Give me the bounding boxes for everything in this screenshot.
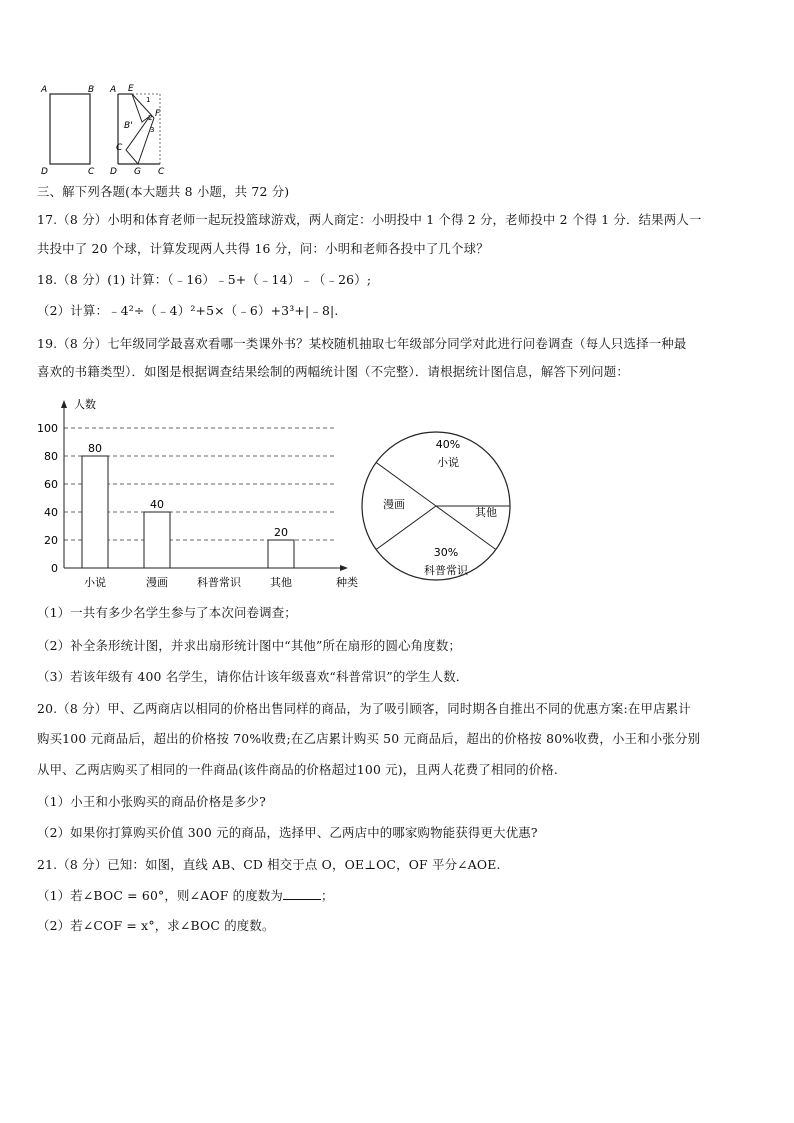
x-axis-arrow bbox=[340, 565, 348, 571]
q17-line1: 17.（8 分）小明和体育老师一起玩投篮球游戏，两人商定：小明投中 1 个得 2 分，老师投中 2 个得 1 分．结果两人一 bbox=[37, 212, 702, 227]
bar bbox=[144, 512, 170, 568]
q21-sub1 bbox=[37, 886, 334, 904]
pie-pct-label: 40% bbox=[435, 438, 461, 451]
q21-sub1-text: （1）若∠BOC = 60°，则∠AOF 的度数为 bbox=[37, 888, 284, 903]
label-d: D bbox=[41, 167, 48, 177]
pie-slice-label: 漫画 bbox=[383, 498, 405, 511]
q21-sub1-post: ； bbox=[321, 888, 334, 903]
fold-line-fg bbox=[138, 118, 154, 164]
q20-sub2: （2）如果你打算购买价值 300 元的商品，选择甲、乙两店中的哪家购物能获得更大优惠? bbox=[37, 825, 538, 840]
x-tick-label: 科普常识 bbox=[197, 576, 241, 589]
label-a2: A bbox=[110, 85, 117, 95]
x-tick-label: 漫画 bbox=[146, 576, 168, 589]
q20-line3: 从甲、乙两店购买了相同的一件商品(该件商品的价格超过100 元)，且两人花费了相同的价格. bbox=[37, 762, 559, 777]
q21-line1: 21.（8 分）已知：如图，直线 AB、CD 相交于点 O，OE⊥OC，OF 平分∠AOE. bbox=[37, 857, 501, 872]
label-g: G bbox=[134, 167, 141, 177]
pie-slice-label: 其他 bbox=[475, 506, 497, 519]
pie-chart bbox=[360, 420, 530, 590]
q19-line2: 喜欢的书籍类型）．如图是根据调查结果绘制的两幅统计图（不完整）．请根据统计图信息，解答下列问题： bbox=[37, 364, 629, 379]
bar bbox=[82, 456, 108, 568]
answer-blank[interactable] bbox=[283, 888, 321, 900]
fold-figure bbox=[38, 80, 178, 176]
q18-line1: 18.（8 分）(1) 计算：（﹣16）﹣5+（﹣14）﹣（﹣26）; bbox=[37, 272, 372, 287]
label-b-prime: B' bbox=[124, 121, 133, 131]
y-tick-label: 80 bbox=[44, 450, 58, 463]
angle-3: 3 bbox=[150, 126, 155, 134]
y-tick-label: 20 bbox=[44, 534, 58, 547]
q19-sub3: （3）若该年级有 400 名学生，请你估计该年级喜欢“科普常识”的学生人数． bbox=[37, 669, 469, 684]
q18-line2: （2）计算：﹣4²÷（﹣4）²+5×（﹣6）+3³+|﹣8|. bbox=[37, 303, 339, 318]
data-label: 80 bbox=[88, 442, 102, 455]
rect-abcd bbox=[50, 94, 90, 164]
y-tick-label: 0 bbox=[51, 562, 58, 575]
q17-line2: 共投中了 20 个球，计算发现两人共得 16 分，问：小明和老师各投中了几个球？ bbox=[37, 241, 489, 256]
y-tick-label: 60 bbox=[44, 478, 58, 491]
angle-2: 2 bbox=[148, 114, 153, 122]
q20-line1: 20.（8 分）甲、乙两商店以相同的价格出售同样的商品，为了吸引顾客，同时期各自推出不同的优惠方案:在甲店累计 bbox=[37, 701, 691, 716]
label-f: F bbox=[155, 109, 161, 119]
data-label: 40 bbox=[150, 498, 164, 511]
y-axis-arrow bbox=[61, 400, 67, 408]
pie-slice-label: 科普常识 bbox=[424, 564, 468, 577]
q21-sub2: （2）若∠COF = x°，求∠BOC 的度数。 bbox=[37, 918, 275, 933]
y-tick-label: 100 bbox=[37, 422, 58, 435]
bar bbox=[268, 540, 294, 568]
pie-pct-label: 30% bbox=[433, 546, 459, 559]
x-tick-label: 其他 bbox=[270, 576, 292, 589]
y-tick-label: 40 bbox=[44, 506, 58, 519]
section-title: 三、解下列各题(本大题共 8 小题，共 72 分) bbox=[37, 184, 290, 199]
q20-line2: 购买100 元商品后，超出的价格按 70%收费;在乙店累计购买 50 元商品后，超出的价格按 80%收费，小王和小张分别 bbox=[37, 731, 701, 746]
label-e: E bbox=[128, 84, 134, 94]
label-a: A bbox=[41, 85, 48, 95]
label-c: C bbox=[88, 167, 95, 177]
bar-chart bbox=[30, 392, 358, 592]
x-tick-label: 小说 bbox=[84, 576, 106, 589]
y-axis-label: 人数 bbox=[74, 398, 96, 411]
q19-line1: 19.（8 分）七年级同学最喜欢看哪一类课外书？某校随机抽取七年级部分同学对此进行问卷调查（每人只选择一种最 bbox=[37, 336, 687, 351]
data-label: 20 bbox=[274, 526, 288, 539]
label-c2: C bbox=[158, 167, 165, 177]
angle-1: 1 bbox=[146, 96, 151, 104]
q19-sub1: （1）一共有多少名学生参与了本次问卷调查； bbox=[37, 605, 297, 620]
pie-slice-label: 小说 bbox=[437, 456, 459, 469]
label-c-prime: C bbox=[116, 143, 123, 153]
q19-sub2: （2）补全条形统计图，并求出扇形统计图中“其他”所在扇形的圆心角度数； bbox=[37, 638, 462, 653]
x-axis-label: 种类 bbox=[336, 576, 358, 589]
label-d2: D bbox=[110, 167, 117, 177]
q20-sub1: （1）小王和小张购买的商品价格是多少? bbox=[37, 794, 266, 809]
label-b: B bbox=[88, 85, 95, 95]
